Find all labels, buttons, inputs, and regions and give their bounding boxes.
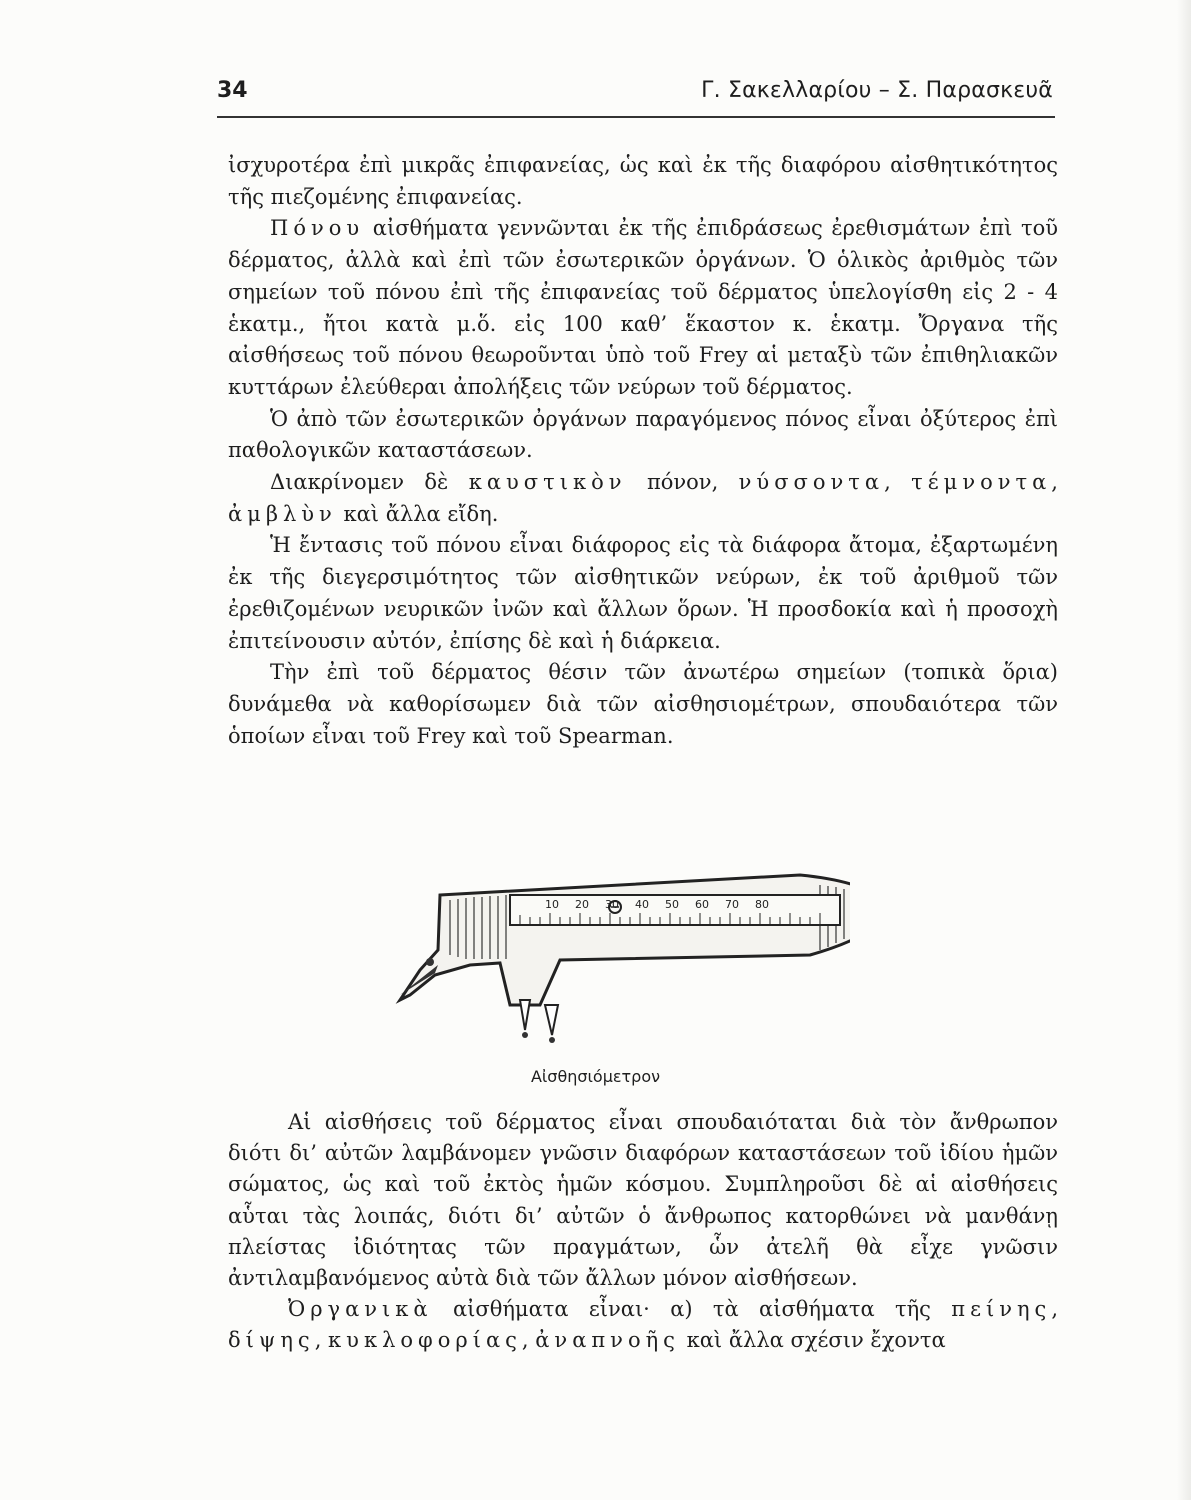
page-number: 34 bbox=[217, 78, 248, 103]
text-run: Ὁ ἀπὸ τῶν ἐσωτερικῶν ὀργάνων παραγόμενος πόνος εἶναι ὀξύτερος ἐπὶ παθολογικῶν καταστάσεων. bbox=[228, 406, 1058, 463]
spaced-emphasis-text: ἀναπνοῆς bbox=[535, 1328, 680, 1353]
paragraph bbox=[228, 150, 1058, 213]
text-run: Ἡ ἔντασις τοῦ πόνου εἶναι διάφορος εἰς τὰ διάφορα ἄτομα, ἐξαρτωμένη ἐκ τῆς διεγερσιμότητος τῶν αἰσθητικῶν νεύρων, ἐκ τοῦ ἀριθμοῦ τῶν ἐρεθιζομένων νευρικῶν ἰνῶν καὶ ἄλλων ὅρων. Ἡ προσδοκία καὶ ἡ προσοχὴ ἐπιτείνουσιν αὐτόν, ἐπίσης δὲ καὶ ἡ διάρκεια. bbox=[228, 533, 1058, 653]
body-text-lower bbox=[228, 1107, 1058, 1357]
paragraph bbox=[228, 530, 1058, 657]
page-header bbox=[215, 78, 1055, 108]
ruler-scale-label: 40 bbox=[635, 898, 649, 911]
ruler-scale-label: 80 bbox=[755, 898, 769, 911]
spaced-emphasis-text: Πόνου bbox=[270, 216, 365, 241]
text-run: καὶ ἄλλα εἴδη. bbox=[336, 501, 499, 526]
ruler-scale-label: 10 bbox=[545, 898, 559, 911]
header-rule bbox=[217, 116, 1055, 118]
spaced-emphasis-text: ἀμβλὺν bbox=[228, 501, 337, 526]
text-run: , bbox=[521, 1328, 536, 1353]
paragraph bbox=[228, 657, 1058, 752]
spaced-emphasis-text: τέμνοντα bbox=[911, 470, 1052, 495]
paragraph bbox=[228, 1107, 1058, 1294]
text-run: , bbox=[1051, 1297, 1058, 1322]
ruler-scale-label: 20 bbox=[575, 898, 589, 911]
text-run: Τὴν ἐπὶ τοῦ δέρματος θέσιν τῶν ἀνωτέρω σημείων (τοπικὰ ὅρια) δυνάμεθα νὰ καθορίσωμεν διὰ τῶν αἰσθησιομέτρων, σπουδαιότερα τῶν ὁποίων εἶναι τοῦ Frey καὶ τοῦ Spearman. bbox=[228, 660, 1058, 748]
text-run: πόνον, bbox=[626, 470, 739, 495]
text-run: , bbox=[1051, 470, 1058, 495]
spaced-emphasis-text: νύσσοντα bbox=[738, 470, 885, 495]
ruler-scale-label: 30 bbox=[605, 898, 619, 911]
body-text-upper bbox=[228, 150, 1058, 752]
page-edge-shadow bbox=[1177, 0, 1191, 1500]
spaced-emphasis-text: δίψης bbox=[228, 1328, 315, 1353]
spaced-emphasis-text: κυκλοφορίας bbox=[328, 1328, 522, 1353]
text-run: , bbox=[314, 1328, 329, 1353]
ruler-scale-label: 70 bbox=[725, 898, 739, 911]
text-run: καὶ ἄλλα σχέσιν ἔχοντα bbox=[679, 1328, 946, 1353]
paragraph bbox=[228, 404, 1058, 467]
running-head: Γ. Σακελλαρίου – Σ. Παρασκευᾶ bbox=[701, 78, 1053, 103]
spaced-emphasis-text: Ὀργανικὰ bbox=[288, 1297, 433, 1322]
text-run: Διακρίνομεν δὲ bbox=[270, 470, 469, 495]
text-run: αἰσθήματα εἶναι· α) τὰ αἰσθήματα τῆς bbox=[432, 1297, 952, 1322]
text-run: Αἱ αἰσθήσεις τοῦ δέρματος εἶναι σπουδαιόταται διὰ τὸν ἄνθρωπον διότι δι’ αὐτῶν λαμβάνομεν γνῶσιν διαφόρων καταστάσεων τοῦ ἰδίου ἡμῶν σώματος, ὡς καὶ τοῦ ἐκτὸς ἡμῶν κόσμου. Συμπληροῦσι δὲ αἱ αἰσθήσεις αὗται τὰς λοιπάς, διότι δι’ αὐτῶν ὁ ἄνθρωπος κατορθώνει νὰ μανθάνῃ πλείστας ἰδιότητας τῶν πραγμάτων, ὧν ἀτελῆ θὰ εἶχε γνῶσιν ἀντιλαμβανόμενος αὐτὰ διὰ τῶν ἄλλων μόνον αἰσθήσεων. bbox=[228, 1110, 1058, 1291]
text-run: ἰσχυροτέρα ἐπὶ μικρᾶς ἐπιφανείας, ὡς καὶ ἐκ τῆς διαφόρου αἰσθητικότητος τῆς πιεζομένης ἐπιφανείας. bbox=[228, 153, 1058, 209]
spaced-emphasis-text: πείνης bbox=[951, 1297, 1052, 1322]
paragraph bbox=[228, 467, 1058, 530]
text-run: αἰσθήματα γεννῶνται ἐκ τῆς ἐπιδράσεως ἐρεθισμάτων ἐπὶ τοῦ δέρματος, ἀλλὰ καὶ ἐπὶ τῶν ἐσωτερικῶν ὀργάνων. Ὁ ὁλικὸς ἀριθμὸς τῶν σημείων τοῦ πόνου ἐπὶ τῆς ἐπιφανείας τοῦ δέρματος ὑπελογίσθη εἰς 2 - 4 ἑκατμ., ἤτοι κατὰ μ.ὅ. εἰς 100 καθ’ ἕκαστον κ. ἑκατμ. Ὄργανα τῆς αἰσθήσεως τοῦ πόνου θεωροῦνται ὑπὸ τοῦ Frey αἱ μεταξὺ τῶν ἐπιθηλιακῶν κυττάρων ἐλεύθεραι ἀπολήξεις τῶν νεύρων τοῦ δέρματος. bbox=[228, 216, 1058, 399]
spaced-emphasis-text: καυστικὸν bbox=[468, 470, 627, 495]
paragraph bbox=[228, 213, 1058, 403]
ruler-scale-label: 60 bbox=[695, 898, 709, 911]
aesthesiometer-illustration bbox=[380, 855, 850, 1060]
figure-caption: Αἰσθησιόμετρον bbox=[530, 1067, 661, 1086]
text-run: , bbox=[884, 470, 912, 495]
ruler-scale-label: 50 bbox=[665, 898, 679, 911]
paragraph bbox=[228, 1294, 1058, 1356]
